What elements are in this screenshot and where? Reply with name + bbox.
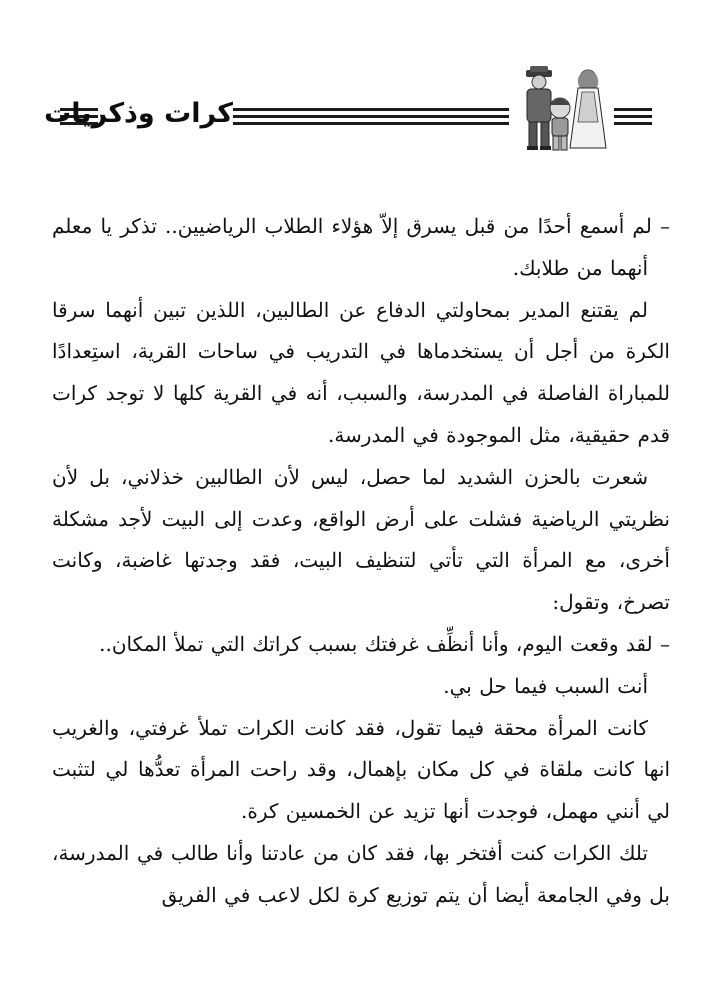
chapter-body — [52, 206, 670, 917]
child-figure — [550, 98, 570, 150]
body-paragraph: كانت المرأة محقة فيما تقول، فقد كانت الكرات تملأ غرفتي، والغريب انها كانت ملقاة في كل مكان بإهمال، وقد راحت المرأة تعدُّها لي لتثبت لي أنني مهمل، فوجدت أنها تزيد عن الخمسين كرة. — [52, 715, 670, 824]
dialogue-paragraph: – لم أسمع أحدًا من قبل يسرق إلاّ هؤلاء الطلاب الرياضيين.. تذكر يا معلم أنهما من طلابك. — [52, 214, 670, 280]
body-paragraph: شعرت بالحزن الشديد لما حصل، ليس لأن الطالبين خذلاني، بل لأن نظريتي الرياضية فشلت على أرض الواقع، وعدت إلى البيت لأجد مشكلة أخرى، مع المرأة التي تأتي لتنظيف البيت، فقد وجدتها غاضبة، وكانت تصرخ، وتقول: — [52, 464, 670, 615]
body-paragraph: تلك الكرات كنت أفتخر بها، فقد كان من عادتنا وأنا طالب في المدرسة، بل وفي الجامعة أيضا أن يتم توزيع كرة لكل لاعب في الفريق — [52, 840, 670, 907]
dialogue-paragraph: – لقد وقعت اليوم، وأنا أنظِّف غرفتك بسبب كراتك التي تملأ المكان.. — [99, 631, 670, 656]
body-paragraph: لم يقتنع المدير بمحاولتي الدفاع عن الطالبين، اللذين تبين أنهما سرقا الكرة من أجل أن يستخدماها في التدريب في ساحات القرية، استِعدادًا للمباراة الفاصلة في المدرسة، والسبب، أنه في القرية كلها لا توجد كرات قدم حقيقية، مثل الموجودة في المدرسة. — [52, 297, 670, 447]
family-characters-illustration-icon — [512, 62, 612, 158]
decorative-rule-middle — [233, 108, 509, 125]
decorative-rule-right — [614, 108, 652, 125]
chapter-header — [44, 62, 658, 158]
policeman-figure — [526, 66, 552, 150]
chapter-title: كرات وذكريات — [44, 98, 233, 129]
dialogue-continuation: أنت السبب فيما حل بي. — [443, 673, 648, 698]
woman-figure — [570, 70, 606, 148]
